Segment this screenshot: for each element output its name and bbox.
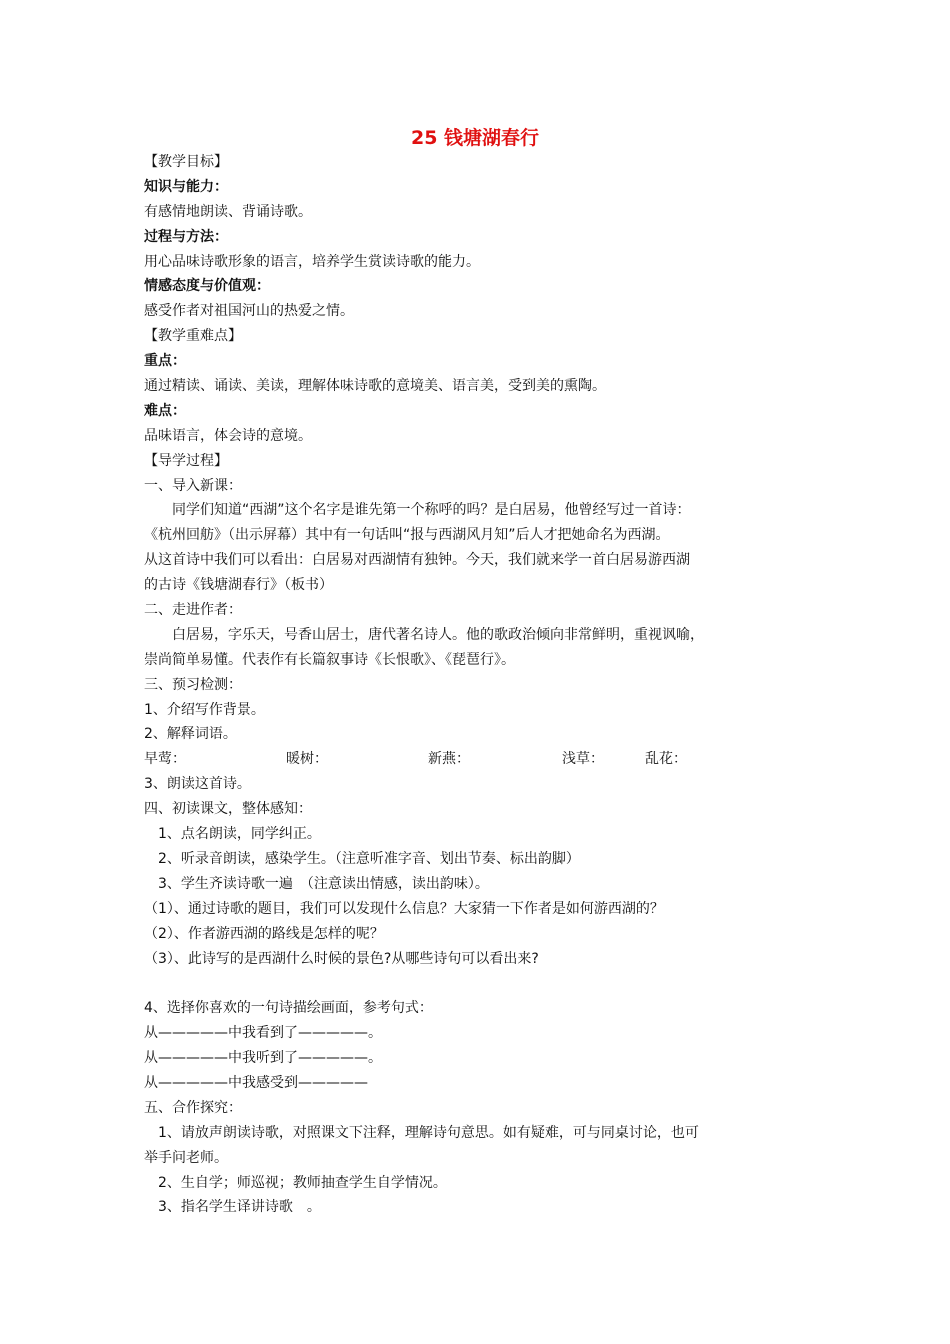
list-item-continuation: 举手问老师。 bbox=[144, 1149, 228, 1166]
term: 暖树： bbox=[286, 751, 328, 768]
term: 浅草： bbox=[562, 751, 604, 768]
question-item: （3）、此诗写的是西湖什么时候的景色?从哪些诗句可以看出来? bbox=[144, 950, 539, 967]
document-body bbox=[144, 150, 824, 1220]
section-1-paragraph-line: 从这首诗中我们可以看出：白居易对西湖情有独钟。今天，我们就来学一首白居易游西湖 bbox=[144, 552, 690, 569]
list-item: 4、选择你喜欢的一句诗描绘画面，参考句式： bbox=[144, 1000, 433, 1017]
section-3-title: 三、预习检测： bbox=[144, 676, 242, 693]
objectives-heading: 【教学目标】 bbox=[144, 154, 228, 170]
process-method-text: 用心品味诗歌形象的语言，培养学生赏读诗歌的能力。 bbox=[144, 253, 480, 270]
list-item: 3、朗读这首诗。 bbox=[144, 776, 251, 793]
term: 早莺： bbox=[144, 751, 186, 768]
key-points-heading: 【教学重难点】 bbox=[144, 328, 242, 345]
difficulty-label: 难点： bbox=[144, 402, 186, 419]
sentence-frame: 从—————中我听到了—————。 bbox=[144, 1050, 382, 1067]
emotion-label: 情感态度与价值观： bbox=[144, 278, 270, 295]
difficulty-text: 品味语言，体会诗的意境。 bbox=[144, 427, 312, 444]
list-item: 1、点名朗读，同学纠正。 bbox=[158, 826, 321, 843]
vocabulary-terms bbox=[144, 747, 824, 772]
focus-label: 重点： bbox=[144, 353, 186, 370]
process-method-label: 过程与方法： bbox=[144, 228, 228, 245]
question-item: （1）、通过诗歌的题目，我们可以发现什么信息？大家猜一下作者是如何游西湖的？ bbox=[144, 900, 664, 917]
section-2-paragraph-line: 白居易，字乐天，号香山居士，唐代著名诗人。他的歌政治倾向非常鲜明，重视讽喻， bbox=[172, 626, 704, 643]
sentence-frame: 从—————中我看到了—————。 bbox=[144, 1025, 382, 1042]
sentence-frame: 从—————中我感受到————— bbox=[144, 1074, 368, 1091]
section-4-title: 四、初读课文，整体感知： bbox=[144, 801, 312, 818]
list-item: 3、指名学生译讲诗歌 。 bbox=[158, 1199, 321, 1216]
term: 乱花： bbox=[645, 751, 687, 768]
section-1-paragraph-line: 《杭州回舫》（出示屏幕）其中有一句话叫“报与西湖风月知”后人才把她命名为西湖。 bbox=[144, 527, 670, 544]
focus-text: 通过精读、诵读、美读，理解体味诗歌的意境美、语言美，受到美的熏陶。 bbox=[144, 378, 606, 395]
list-item: 1、请放声朗读诗歌，对照课文下注释，理解诗句意思。如有疑难，可与同桌讨论，也可 bbox=[158, 1124, 699, 1141]
section-2-paragraph-line: 崇尚简单易懂。代表作有长篇叙事诗《长恨歌》、《琵琶行》。 bbox=[144, 651, 515, 668]
list-item: 2、解释词语。 bbox=[144, 726, 237, 743]
section-1-title: 一、导入新课： bbox=[144, 477, 242, 494]
knowledge-text: 有感情地朗读、背诵诗歌。 bbox=[144, 203, 312, 220]
list-item: 3、学生齐读诗歌一遍 （注意读出情感，读出韵味）。 bbox=[158, 875, 489, 892]
process-heading: 【导学过程】 bbox=[144, 452, 228, 469]
term: 新燕： bbox=[428, 751, 470, 768]
blank-line bbox=[144, 971, 824, 996]
knowledge-label: 知识与能力： bbox=[144, 178, 228, 195]
document-title: 25 钱塘湖春行 bbox=[410, 127, 540, 149]
section-5-title: 五、合作探究： bbox=[144, 1099, 242, 1116]
list-item: 2、听录音朗读，感染学生。（注意听准字音、划出节奏、标出韵脚） bbox=[158, 850, 580, 867]
list-item: 2、生自学；师巡视；教师抽查学生自学情况。 bbox=[158, 1174, 447, 1191]
section-1-paragraph-line: 的古诗《钱塘湖春行》（板书） bbox=[144, 577, 333, 594]
list-item: 1、介绍写作背景。 bbox=[144, 701, 265, 718]
emotion-text: 感受作者对祖国河山的热爱之情。 bbox=[144, 303, 354, 320]
section-1-paragraph-line: 同学们知道“西湖”这个名字是谁先第一个称呼的吗？是白居易，他曾经写过一首诗： bbox=[172, 502, 691, 519]
question-item: （2）、作者游西湖的路线是怎样的呢？ bbox=[144, 925, 384, 942]
section-2-title: 二、走进作者： bbox=[144, 602, 242, 619]
